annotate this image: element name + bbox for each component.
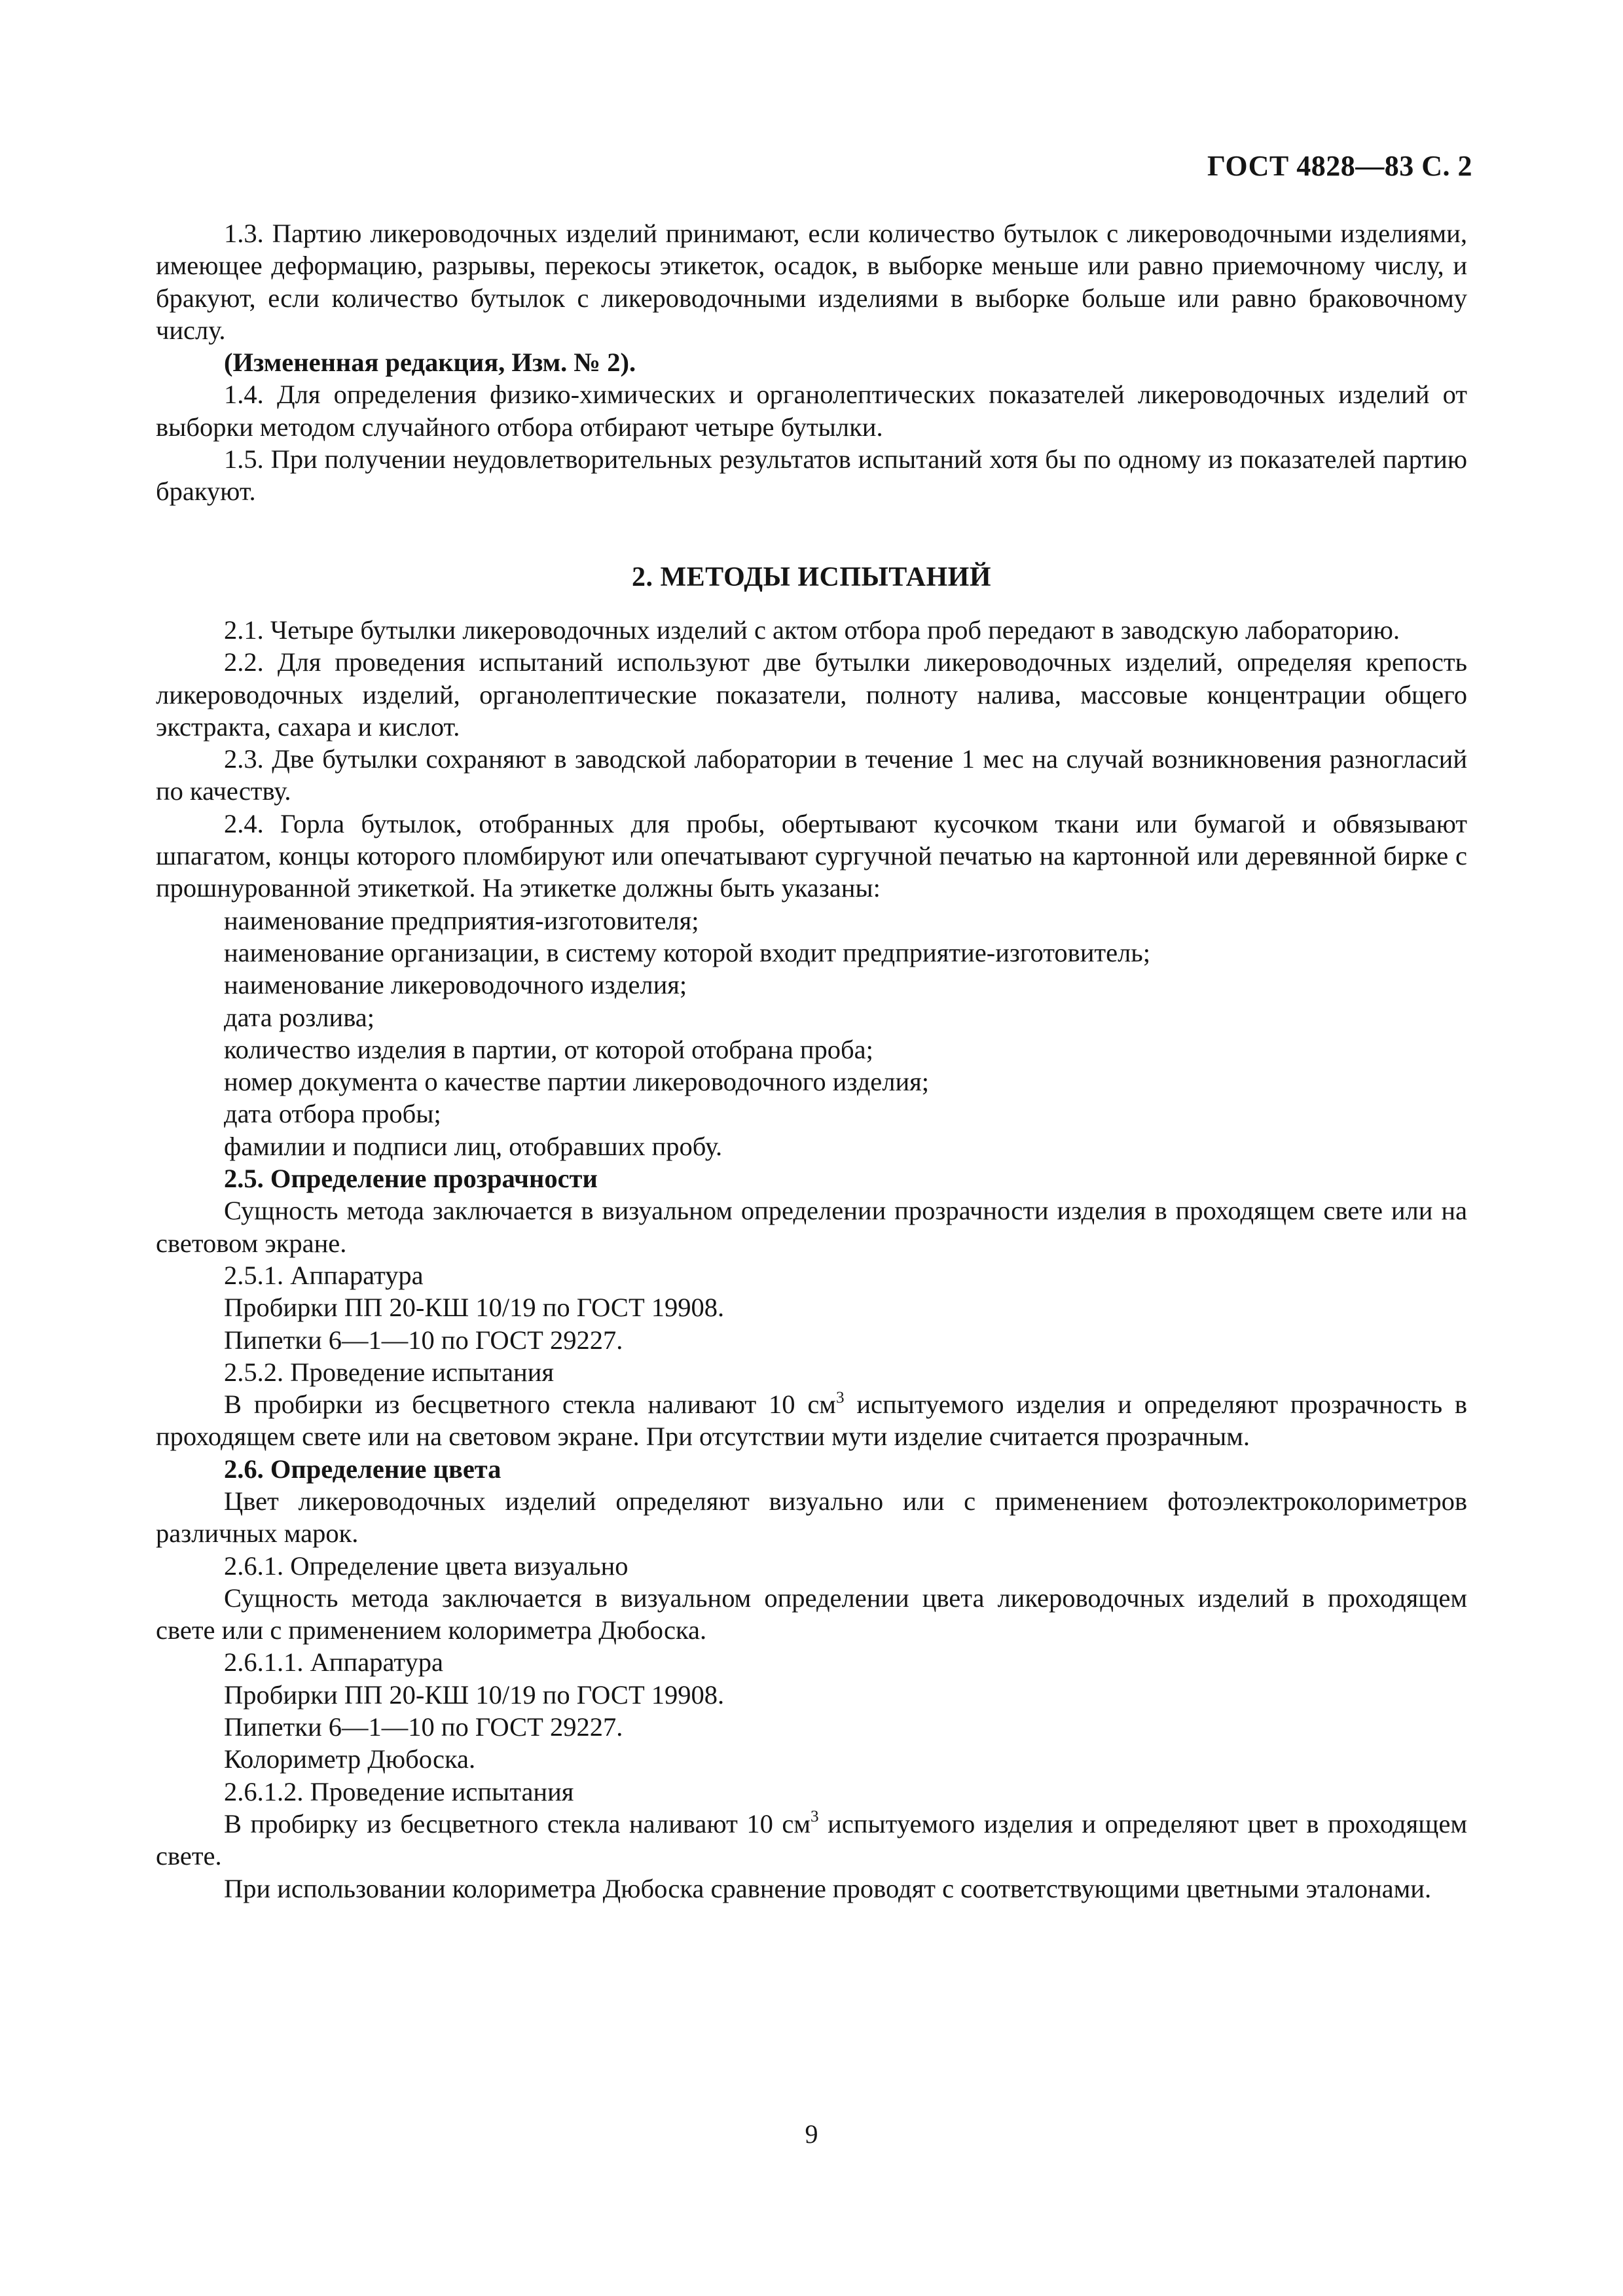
text-fragment: испытуемого изделия и определяют цвет в проходящем свете. [156, 1808, 1467, 1871]
paragraph-2-1: 2.1. Четыре бутылки ликероводочных изделий с актом отбора проб передают в заводскую лабораторию. [224, 615, 1400, 645]
heading-2-5-1: 2.5.1. Аппаратура [224, 1260, 424, 1290]
text-fragment: В пробирку из бесцветного стекла наливают 10 см [224, 1808, 811, 1839]
paragraph-2-5-2 [156, 1388, 1467, 1453]
label-item: дата розлива; [224, 1002, 375, 1032]
paragraph-2-2: 2.2. Для проведения испытаний используют две бутылки ликероводочных изделий, определяя крепость ликероводочных изделий, органолептические показатели, полноту налива, массовые концентрации общего экстракта, сахара и кислот. [156, 647, 1467, 742]
document-header: ГОСТ 4828—83 С. 2 [1207, 150, 1472, 182]
label-item: дата отбора пробы; [224, 1099, 441, 1129]
paragraph-1-3: 1.3. Партию ликероводочных изделий принимают, если количество бутылок с ликероводочными изделиями, имеющее деформацию, разрывы, перекосы этикеток, осадок, в выборке меньше или равно приемочному числу, и бракуют, если количество бутылок с ликероводочными изделиями в выборке больше или равно браковочному числу. [156, 219, 1467, 345]
paragraph-2-6-1-2-b: При использовании колориметра Дюбоска сравнение проводят с соответствующими цветными эталонами. [224, 1873, 1432, 1903]
paragraph-2-3: 2.3. Две бутылки сохраняют в заводской лаборатории в течение 1 мес на случай возникновения разногласий по качеству. [156, 744, 1467, 806]
equipment-item: Пипетки 6—1—10 по ГОСТ 29227. [224, 1712, 623, 1742]
label-item: наименование предприятия-изготовителя; [224, 905, 699, 935]
superscript: 3 [811, 1808, 819, 1826]
paragraph-2-6-1-2 [156, 1808, 1467, 1873]
equipment-item: Пипетки 6—1—10 по ГОСТ 29227. [224, 1325, 623, 1355]
heading-2-5-2: 2.5.2. Проведение испытания [224, 1357, 555, 1387]
paragraph-2-6-intro: Цвет ликероводочных изделий определяют визуально или с применением фотоэлектроколориметров различных марок. [156, 1486, 1467, 1549]
section-title: 2. МЕТОДЫ ИСПЫТАНИЙ [632, 562, 991, 592]
label-item: номер документа о качестве партии ликероводочного изделия; [224, 1067, 930, 1097]
paragraph-1-4: 1.4. Для определения физико-химических и органолептических показателей ликероводочных изделий от выборки методом случайного отбора отбирают четыре бутылки. [156, 380, 1467, 442]
subsection-heading-2-6: 2.6. Определение цвета [224, 1454, 501, 1484]
subsection-heading-2-5: 2.5. Определение прозрачности [224, 1164, 598, 1194]
document-body [156, 217, 1467, 1905]
paragraph-1-5: 1.5. При получении неудовлетворительных результатов испытаний хотя бы по одному из показателей партию бракуют. [156, 444, 1467, 507]
paragraph-2-4: 2.4. Горла бутылок, отобранных для пробы, обертывают кусочком ткани или бумагой и обвязывают шпагатом, концы которого пломбируют или опечатывают сургучной печатью на картонной или деревянной бирке с прошнурованной этикеткой. На этикетке должны быть указаны: [156, 808, 1467, 903]
text-fragment: В пробирки из бесцветного стекла наливают 10 см [224, 1390, 836, 1420]
heading-2-6-1-1: 2.6.1.1. Аппаратура [224, 1647, 444, 1677]
heading-2-6-1-2: 2.6.1.2. Проведение испытания [224, 1776, 574, 1806]
label-item: наименование ликероводочного изделия; [224, 970, 687, 1000]
page-number: 9 [805, 2119, 818, 2149]
amendment-note: (Измененная редакция, Изм. № 2). [224, 348, 636, 378]
paragraph-2-6-1-intro: Сущность метода заключается в визуальном определении цвета ликероводочных изделий в проходящем свете или с применением колориметра Дюбоска. [156, 1583, 1467, 1645]
heading-2-6-1: 2.6.1. Определение цвета визуально [224, 1551, 629, 1581]
equipment-item: Пробирки ПП 20-КШ 10/19 по ГОСТ 19908. [224, 1679, 725, 1710]
label-item: фамилии и подписи лиц, отобравших пробу. [224, 1131, 723, 1161]
equipment-item: Колориметр Дюбоска. [224, 1744, 476, 1774]
superscript: 3 [835, 1388, 845, 1407]
label-item: наименование организации, в систему которой входит предприятие-изготовитель; [224, 937, 1151, 967]
paragraph-2-5-intro: Сущность метода заключается в визуальном определении прозрачности изделия в проходящем свете или на световом экране. [156, 1196, 1467, 1258]
label-item: количество изделия в партии, от которой отобрана проба; [224, 1034, 873, 1064]
equipment-item: Пробирки ПП 20-КШ 10/19 по ГОСТ 19908. [224, 1293, 725, 1323]
text-fragment: испытуемого изделия и определяют прозрачность в проходящем свете или на световом экране. При отсутствии мути изделие считается прозрачным. [156, 1390, 1468, 1452]
